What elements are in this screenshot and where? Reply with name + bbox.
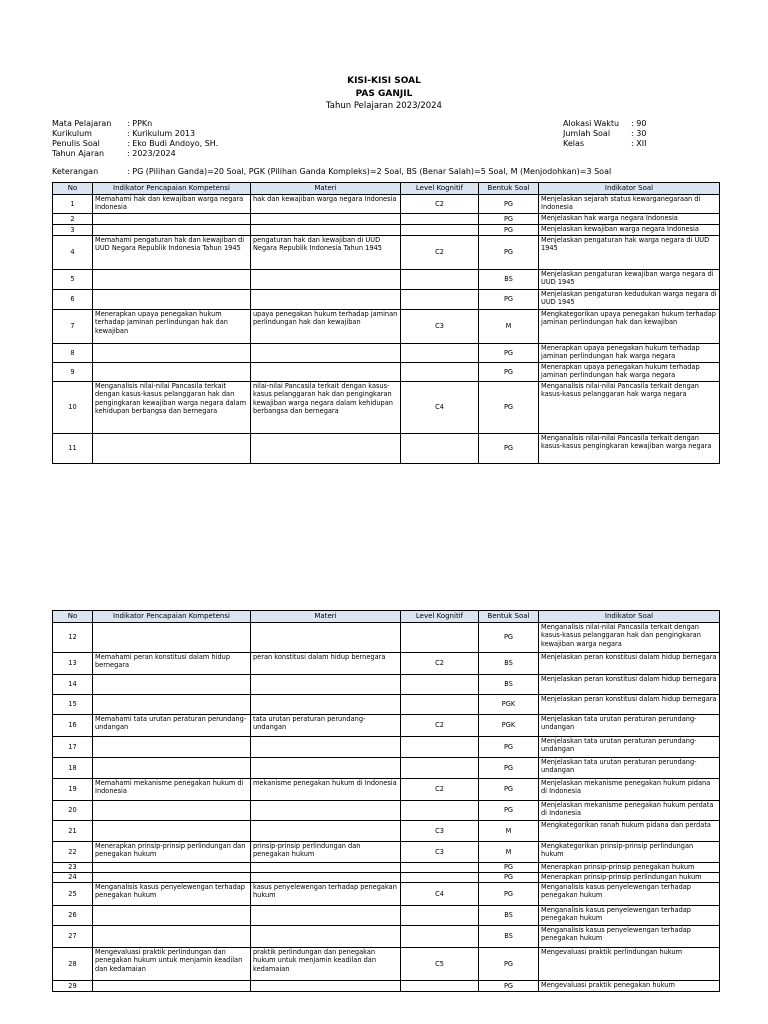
cell-no: 29: [53, 981, 93, 992]
cell-indikator-kompetensi: [93, 821, 251, 842]
legend-label: Keterangan: [52, 167, 99, 176]
cell-no: 22: [53, 842, 93, 863]
cell-materi: [251, 344, 401, 363]
cell-indikator-soal: Menjelaskan tata urutan peraturan perundang-undangan: [539, 758, 720, 779]
cell-indikator-kompetensi: [93, 873, 251, 883]
cell-no: 16: [53, 715, 93, 737]
cell-indikator-kompetensi: [93, 981, 251, 992]
cell-no: 26: [53, 906, 93, 926]
cell-indikator-soal: Menjelaskan pengaturan kedudukan warga negara di UUD 1945: [539, 290, 720, 310]
cell-indikator-kompetensi: Menganalisis kasus penyelewengan terhadap penegakan hukum: [93, 883, 251, 906]
cell-indikator-kompetensi: Mengevaluasi praktik perlindungan dan penegakan hukum untuk menjamin keadilan dan kedamaian: [93, 948, 251, 981]
table-row: [53, 863, 720, 873]
cell-no: 28: [53, 948, 93, 981]
cell-bentuk-soal: PG: [479, 981, 539, 992]
cell-indikator-soal: Menjelaskan tata urutan peraturan perundang-undangan: [539, 737, 720, 758]
cell-bentuk-soal: PGK: [479, 715, 539, 737]
cell-materi: [251, 290, 401, 310]
cell-bentuk-soal: PGK: [479, 695, 539, 715]
cell-materi: [251, 363, 401, 382]
cell-no: 21: [53, 821, 93, 842]
cell-bentuk-soal: PG: [479, 225, 539, 236]
cell-bentuk-soal: PG: [479, 779, 539, 801]
cell-level-kognitif: C4: [401, 883, 479, 906]
cell-indikator-soal: Menganalisis kasus penyelewengan terhadap penegakan hukum: [539, 926, 720, 948]
cell-level-kognitif: [401, 623, 479, 653]
cell-no: 19: [53, 779, 93, 801]
cell-no: 11: [53, 434, 93, 464]
document-subtitle: PAS GANJIL: [355, 89, 413, 99]
column-header-materi: Materi: [251, 183, 401, 195]
cell-level-kognitif: [401, 863, 479, 873]
cell-indikator-kompetensi: [93, 906, 251, 926]
cell-level-kognitif: C3: [401, 842, 479, 863]
cell-materi: prinsip-prinsip perlindungan dan penegakan hukum: [251, 842, 401, 863]
info-label: Kurikulum: [52, 129, 92, 138]
cell-indikator-kompetensi: [93, 344, 251, 363]
cell-bentuk-soal: BS: [479, 653, 539, 675]
info-label: Penulis Soal: [52, 139, 100, 148]
info-value: : 2023/2024: [127, 149, 176, 158]
cell-no: 17: [53, 737, 93, 758]
cell-indikator-kompetensi: Memahami pengaturan hak dan kewajiban di UUD Negara Republik Indonesia Tahun 1945: [93, 236, 251, 270]
cell-bentuk-soal: BS: [479, 906, 539, 926]
info-value: : PPKn: [127, 119, 153, 128]
cell-no: 7: [53, 310, 93, 344]
cell-bentuk-soal: PG: [479, 863, 539, 873]
table-row: [53, 758, 720, 779]
cell-level-kognitif: [401, 926, 479, 948]
info-value: : 30: [631, 129, 647, 138]
cell-materi: [251, 214, 401, 225]
cell-indikator-soal: Menerapkan prinsip-prinsip penegakan hukum: [539, 863, 720, 873]
cell-materi: [251, 675, 401, 695]
cell-indikator-kompetensi: [93, 863, 251, 873]
cell-no: 18: [53, 758, 93, 779]
info-label: Alokasi Waktu: [563, 119, 620, 128]
cell-indikator-soal: Menganalisis kasus penyelewengan terhadap penegakan hukum: [539, 883, 720, 906]
cell-indikator-soal: Menjelaskan peran konstitusi dalam hidup bernegara: [539, 653, 720, 675]
table-row: [53, 926, 720, 948]
info-row: [52, 119, 218, 129]
cell-indikator-soal: Menerapkan prinsip-prinsip perlindungan hukum: [539, 873, 720, 883]
table-row: [53, 779, 720, 801]
cell-no: 20: [53, 801, 93, 821]
cell-materi: [251, 906, 401, 926]
cell-bentuk-soal: PG: [479, 883, 539, 906]
table-row: [53, 906, 720, 926]
cell-materi: nilai-nilai Pancasila terkait dengan kasus-kasus pelanggaran hak dan pengingkaran kewajiban warga negara dalam kehidupan berbangsa dan bernegara: [251, 382, 401, 434]
cell-indikator-kompetensi: [93, 270, 251, 290]
info-row: [563, 119, 646, 129]
cell-level-kognitif: [401, 434, 479, 464]
cell-indikator-kompetensi: [93, 926, 251, 948]
table-row: [53, 981, 720, 992]
info-value: : 90: [631, 119, 647, 128]
cell-indikator-soal: Mengkategorikan upaya penegakan hukum terhadap jaminan perlindungan hak dan kewajiban: [539, 310, 720, 344]
cell-materi: hak dan kewajiban warga negara Indonesia: [251, 195, 401, 214]
cell-materi: [251, 434, 401, 464]
cell-indikator-kompetensi: Menerapkan upaya penegakan hukum terhadap jaminan perlindungan hak dan kewajiban: [93, 310, 251, 344]
cell-indikator-kompetensi: [93, 801, 251, 821]
cell-indikator-soal: Menjelaskan sejarah status kewarganegaraan di Indonesia: [539, 195, 720, 214]
cell-indikator-kompetensi: [93, 737, 251, 758]
table-row: [53, 310, 720, 344]
cell-level-kognitif: [401, 981, 479, 992]
cell-bentuk-soal: PG: [479, 737, 539, 758]
cell-level-kognitif: [401, 801, 479, 821]
cell-materi: kasus penyelewengan terhadap penegakan hukum: [251, 883, 401, 906]
cell-no: 6: [53, 290, 93, 310]
grid-table-page-2: [52, 610, 720, 992]
table-body: [53, 195, 720, 464]
cell-bentuk-soal: PG: [479, 623, 539, 653]
cell-indikator-kompetensi: Menerapkan prinsip-prinsip perlindungan dan penegakan hukum: [93, 842, 251, 863]
cell-materi: [251, 821, 401, 842]
cell-indikator-soal: Menganalisis nilai-nilai Pancasila terkait dengan kasus-kasus pelanggaran hak warga negara: [539, 382, 720, 434]
cell-indikator-soal: Menjelaskan mekanisme penegakan hukum perdata di Indonesia: [539, 801, 720, 821]
table-row: [53, 675, 720, 695]
cell-bentuk-soal: PG: [479, 434, 539, 464]
cell-no: 24: [53, 873, 93, 883]
cell-level-kognitif: [401, 225, 479, 236]
cell-level-kognitif: [401, 214, 479, 225]
info-row: [52, 129, 218, 139]
cell-indikator-kompetensi: [93, 623, 251, 653]
cell-bentuk-soal: PG: [479, 236, 539, 270]
cell-no: 2: [53, 214, 93, 225]
table-row: [53, 948, 720, 981]
table-row: [53, 737, 720, 758]
cell-indikator-soal: Mengevaluasi praktik perlindungan hukum: [539, 948, 720, 981]
column-header-no: No: [53, 183, 93, 195]
cell-materi: [251, 737, 401, 758]
cell-indikator-kompetensi: [93, 214, 251, 225]
cell-no: 8: [53, 344, 93, 363]
cell-no: 27: [53, 926, 93, 948]
column-header-level: Level Kognitif: [401, 611, 479, 623]
info-value: : Eko Budi Andoyo, SH.: [127, 139, 219, 148]
info-row: [563, 139, 646, 149]
info-label: Jumlah Soal: [563, 129, 611, 138]
table-row: [53, 434, 720, 464]
cell-indikator-soal: Menjelaskan hak warga negara Indonesia: [539, 214, 720, 225]
document-title: KISI-KISI SOAL: [347, 76, 421, 86]
cell-level-kognitif: [401, 675, 479, 695]
info-value: : XII: [631, 139, 647, 148]
subject-info: [52, 119, 218, 159]
table-row: [53, 821, 720, 842]
exam-info: [563, 119, 646, 149]
column-header-bentuk: Bentuk Soal: [479, 611, 539, 623]
cell-bentuk-soal: BS: [479, 675, 539, 695]
cell-level-kognitif: [401, 906, 479, 926]
cell-level-kognitif: [401, 758, 479, 779]
column-header-level: Level Kognitif: [401, 183, 479, 195]
table-row: [53, 715, 720, 737]
table-row: [53, 363, 720, 382]
cell-bentuk-soal: PG: [479, 758, 539, 779]
cell-level-kognitif: C2: [401, 653, 479, 675]
cell-level-kognitif: C2: [401, 236, 479, 270]
cell-no: 25: [53, 883, 93, 906]
cell-indikator-kompetensi: [93, 758, 251, 779]
cell-materi: [251, 981, 401, 992]
cell-level-kognitif: [401, 290, 479, 310]
cell-indikator-kompetensi: Memahami peran konstitusi dalam hidup bernegara: [93, 653, 251, 675]
cell-no: 4: [53, 236, 93, 270]
table-row: [53, 883, 720, 906]
cell-materi: praktik perlindungan dan penegakan hukum untuk menjamin keadilan dan kedamaian: [251, 948, 401, 981]
cell-level-kognitif: [401, 873, 479, 883]
cell-level-kognitif: [401, 695, 479, 715]
info-row: [52, 149, 218, 159]
info-row: [563, 129, 646, 139]
table-body: [53, 623, 720, 992]
cell-indikator-soal: Menjelaskan peran konstitusi dalam hidup bernegara: [539, 675, 720, 695]
column-header-ipk: Indikator Pencapaian Kompetensi: [93, 183, 251, 195]
cell-no: 5: [53, 270, 93, 290]
column-header-indikator: Indikator Soal: [539, 611, 720, 623]
column-header-bentuk: Bentuk Soal: [479, 183, 539, 195]
legend-text: : PG (Pilihan Ganda)=20 Soal, PGK (Pilihan Ganda Kompleks)=2 Soal, BS (Benar Salah)=5 Soal, M (Menjodohkan)=3 Soal: [127, 167, 612, 176]
cell-indikator-soal: Mengkategorikan prinsip-prinsip perlindungan hukum: [539, 842, 720, 863]
cell-indikator-soal: Menjelaskan kewajiban warga negara Indonesia: [539, 225, 720, 236]
cell-indikator-kompetensi: [93, 225, 251, 236]
cell-materi: [251, 801, 401, 821]
table-row: [53, 270, 720, 290]
cell-bentuk-soal: M: [479, 310, 539, 344]
cell-level-kognitif: C2: [401, 195, 479, 214]
table-row: [53, 873, 720, 883]
cell-indikator-soal: Menganalisis kasus penyelewengan terhadap penegakan hukum: [539, 906, 720, 926]
table-header-row: [53, 611, 720, 623]
cell-level-kognitif: [401, 737, 479, 758]
cell-no: 12: [53, 623, 93, 653]
cell-indikator-soal: Menjelaskan pengaturan hak warga negara di UUD 1945: [539, 236, 720, 270]
table-header-row: [53, 183, 720, 195]
academic-year-heading: Tahun Pelajaran 2023/2024: [326, 101, 442, 111]
cell-indikator-kompetensi: [93, 695, 251, 715]
info-value: : Kurikulum 2013: [127, 129, 196, 138]
cell-indikator-kompetensi: Memahami mekanisme penegakan hukum di Indonesia: [93, 779, 251, 801]
info-row: [52, 139, 218, 149]
cell-indikator-kompetensi: Menganalisis nilai-nilai Pancasila terkait dengan kasus-kasus pelanggaran hak dan pengingkaran kewajiban warga negara dalam kehidupan berbangsa dan bernegara: [93, 382, 251, 434]
cell-bentuk-soal: PG: [479, 948, 539, 981]
cell-no: 13: [53, 653, 93, 675]
info-label: Kelas: [563, 139, 585, 148]
table-row: [53, 214, 720, 225]
cell-level-kognitif: C4: [401, 382, 479, 434]
cell-indikator-soal: Menerapkan upaya penegakan hukum terhadap jaminan perlindungan hak warga negara: [539, 363, 720, 382]
cell-indikator-soal: Menganalisis nilai-nilai Pancasila terkait dengan kasus-kasus pelanggaran hak dan pengingkaran kewajiban warga negara: [539, 623, 720, 653]
cell-materi: [251, 863, 401, 873]
column-header-materi: Materi: [251, 611, 401, 623]
cell-bentuk-soal: M: [479, 842, 539, 863]
cell-bentuk-soal: BS: [479, 270, 539, 290]
legend-note: [52, 167, 611, 176]
cell-indikator-soal: Menganalisis nilai-nilai Pancasila terkait dengan kasus-kasus pengingkaran kewajiban warga negara: [539, 434, 720, 464]
cell-no: 10: [53, 382, 93, 434]
info-label: Mata Pelajaran: [52, 119, 112, 128]
cell-bentuk-soal: M: [479, 821, 539, 842]
table-row: [53, 695, 720, 715]
cell-no: 1: [53, 195, 93, 214]
cell-no: 23: [53, 863, 93, 873]
cell-materi: pengaturan hak dan kewajiban di UUD Negara Republik Indonesia Tahun 1945: [251, 236, 401, 270]
table-row: [53, 236, 720, 270]
cell-level-kognitif: C2: [401, 715, 479, 737]
cell-level-kognitif: [401, 270, 479, 290]
cell-materi: [251, 873, 401, 883]
column-header-ipk: Indikator Pencapaian Kompetensi: [93, 611, 251, 623]
cell-indikator-soal: Menjelaskan peran konstitusi dalam hidup bernegara: [539, 695, 720, 715]
cell-bentuk-soal: PG: [479, 290, 539, 310]
cell-bentuk-soal: BS: [479, 926, 539, 948]
cell-level-kognitif: [401, 363, 479, 382]
cell-level-kognitif: C2: [401, 779, 479, 801]
table-row: [53, 842, 720, 863]
cell-materi: [251, 623, 401, 653]
cell-level-kognitif: C3: [401, 821, 479, 842]
cell-bentuk-soal: PG: [479, 214, 539, 225]
column-header-indikator: Indikator Soal: [539, 183, 720, 195]
cell-indikator-soal: Menerapkan upaya penegakan hukum terhadap jaminan perlindungan hak warga negara: [539, 344, 720, 363]
table-row: [53, 344, 720, 363]
cell-indikator-kompetensi: [93, 434, 251, 464]
cell-materi: upaya penegakan hukum terhadap jaminan perlindungan hak dan kewajiban: [251, 310, 401, 344]
cell-indikator-soal: Mengkategorikan ranah hukum pidana dan perdata: [539, 821, 720, 842]
cell-bentuk-soal: PG: [479, 382, 539, 434]
cell-materi: [251, 926, 401, 948]
table-row: [53, 801, 720, 821]
cell-indikator-kompetensi: Memahami tata urutan peraturan perundang-undangan: [93, 715, 251, 737]
cell-indikator-kompetensi: Memahami hak dan kewajiban warga negara Indonesia: [93, 195, 251, 214]
table-row: [53, 382, 720, 434]
cell-no: 3: [53, 225, 93, 236]
cell-indikator-kompetensi: [93, 363, 251, 382]
cell-indikator-soal: Mengevaluasi praktik penegakan hukum: [539, 981, 720, 992]
grid-table-page-1: [52, 182, 720, 464]
table-row: [53, 653, 720, 675]
cell-level-kognitif: C3: [401, 310, 479, 344]
info-label: Tahun Ajaran: [52, 149, 105, 158]
cell-materi: [251, 270, 401, 290]
table-row: [53, 225, 720, 236]
cell-no: 15: [53, 695, 93, 715]
cell-no: 14: [53, 675, 93, 695]
table-row: [53, 290, 720, 310]
cell-level-kognitif: [401, 344, 479, 363]
cell-indikator-soal: Menjelaskan pengaturan kewajiban warga negara di UUD 1945: [539, 270, 720, 290]
column-header-no: No: [53, 611, 93, 623]
cell-materi: [251, 225, 401, 236]
cell-indikator-soal: Menjelaskan tata urutan peraturan perundang-undangan: [539, 715, 720, 737]
cell-bentuk-soal: PG: [479, 363, 539, 382]
table-row: [53, 623, 720, 653]
cell-materi: peran konstitusi dalam hidup bernegara: [251, 653, 401, 675]
cell-materi: [251, 758, 401, 779]
cell-materi: [251, 695, 401, 715]
table-row: [53, 195, 720, 214]
cell-bentuk-soal: PG: [479, 873, 539, 883]
cell-indikator-kompetensi: [93, 290, 251, 310]
cell-level-kognitif: C5: [401, 948, 479, 981]
cell-bentuk-soal: PG: [479, 344, 539, 363]
cell-no: 9: [53, 363, 93, 382]
cell-materi: mekanisme penegakan hukum di Indonesia: [251, 779, 401, 801]
cell-bentuk-soal: PG: [479, 801, 539, 821]
cell-bentuk-soal: PG: [479, 195, 539, 214]
cell-indikator-kompetensi: [93, 675, 251, 695]
cell-materi: tata urutan peraturan perundang-undangan: [251, 715, 401, 737]
cell-indikator-soal: Menjelaskan mekanisme penegakan hukum pidana di Indonesia: [539, 779, 720, 801]
